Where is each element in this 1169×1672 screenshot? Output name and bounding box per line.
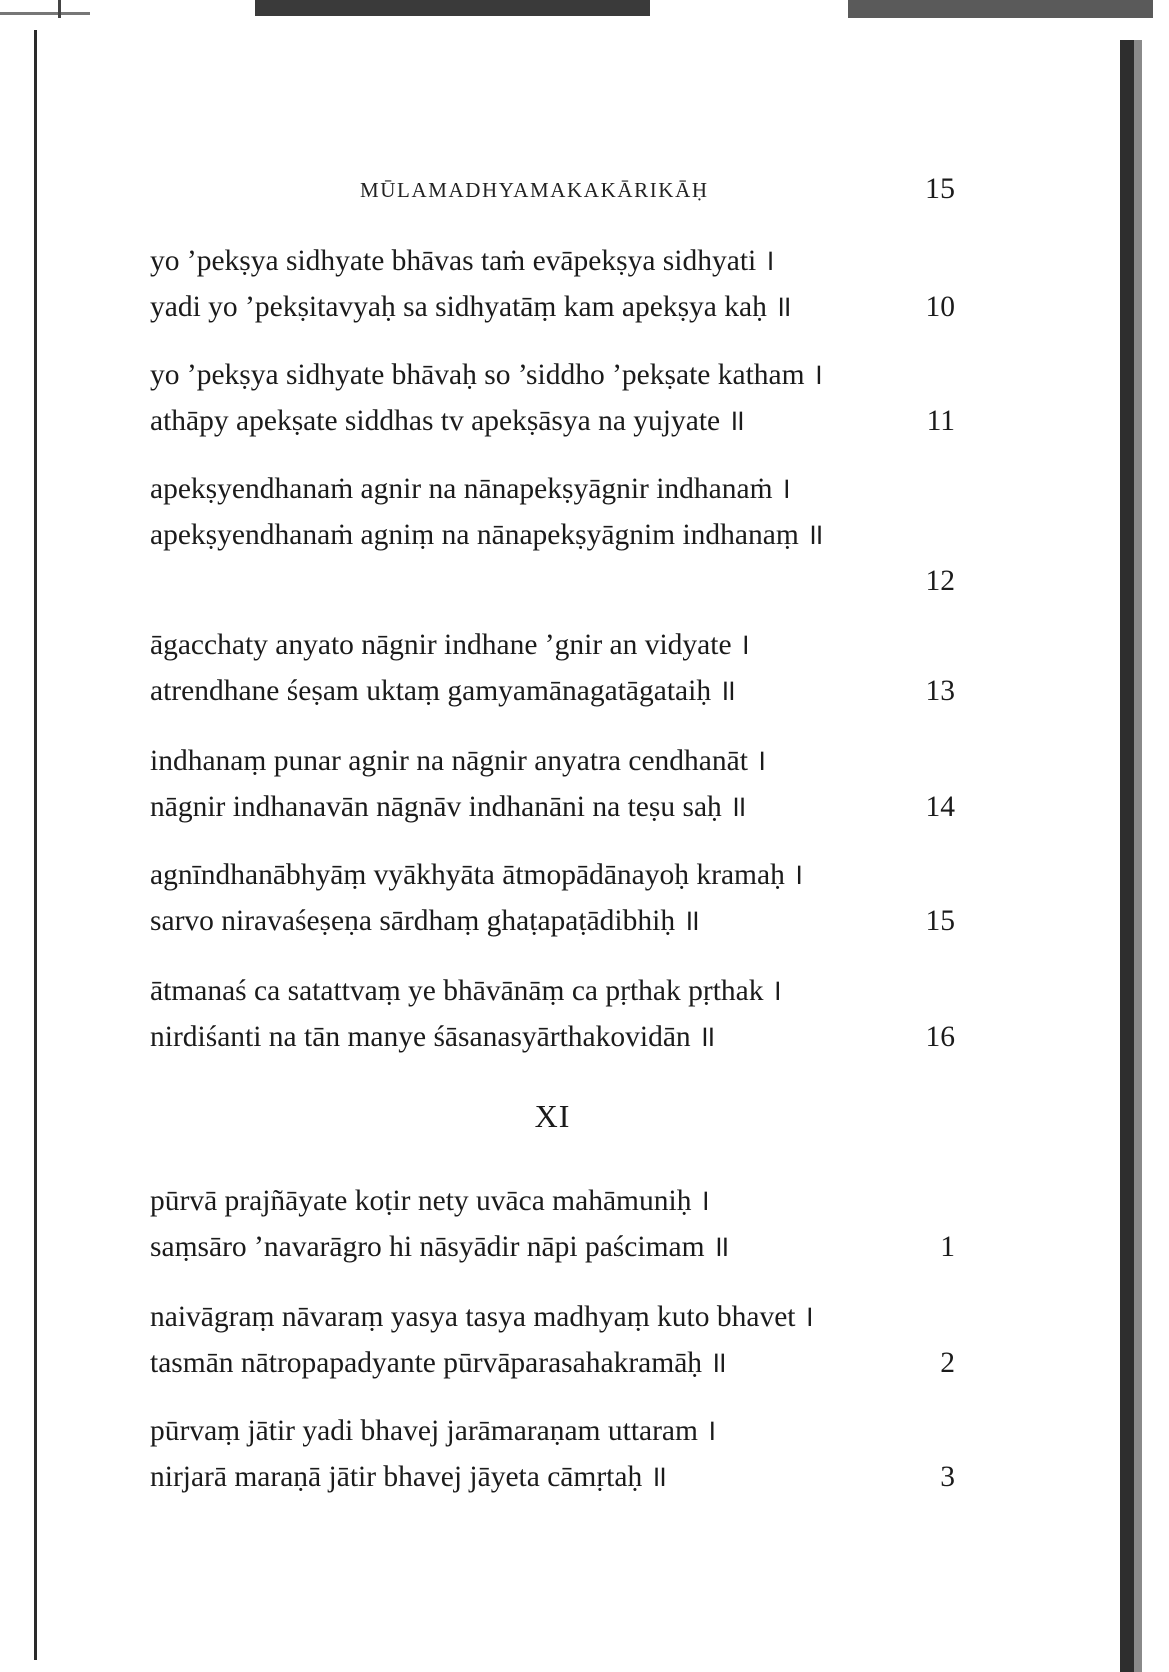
page-header [150, 172, 955, 212]
verse-number: 11 [926, 405, 955, 437]
verse-number: 3 [940, 1461, 955, 1493]
verse-line: athāpy apekṣate siddhas tv apekṣāsya na yujyate ॥ [150, 405, 746, 437]
verse-line: atrendhane śeṣam uktaṃ gamyamānagatāgataiḥ ॥ [150, 675, 737, 707]
page [150, 0, 955, 1672]
verse-line: nirjarā maraṇā jātir bhavej jāyeta cāmṛtaḥ ॥ [150, 1461, 668, 1493]
verse-number: 10 [925, 291, 955, 323]
verse-14 [150, 738, 955, 830]
verse-number: 13 [925, 675, 955, 707]
verse-number: 15 [925, 905, 955, 937]
verse-16 [150, 968, 955, 1060]
verse-number: 16 [925, 1021, 955, 1053]
verse-line: pūrvā prajñāyate koṭir nety uvāca mahāmuniḥ । [150, 1185, 710, 1217]
verse-number: 2 [940, 1347, 955, 1379]
page-number: 15 [925, 172, 955, 205]
verse-line: yo ’pekṣya sidhyate bhāvas taṁ evāpekṣya sidhyati । [150, 245, 775, 277]
verse-line: agnīndhanābhyāṃ vyākhyāta ātmopādānayoḥ kramaḥ । [150, 859, 804, 891]
verse-13 [150, 622, 955, 714]
verse-line: sarvo niravaśeṣeṇa sārdhaṃ ghaṭapaṭādibhiḥ ॥ [150, 905, 701, 937]
verse-line: ātmanaś ca satattvaṃ ye bhāvānāṃ ca pṛthak pṛthak । [150, 975, 783, 1007]
scan-right-edge [1112, 40, 1154, 1672]
verse-line: tasmān nātropapadyante pūrvāparasahakramāḥ ॥ [150, 1347, 728, 1379]
verse-xi-2 [150, 1294, 955, 1386]
verse-line: indhanaṃ punar agnir na nāgnir anyatra cendhanāt । [150, 745, 767, 777]
running-title: MŪLAMADHYAMAKAKĀRIKĀḤ [360, 178, 709, 202]
verse-11 [150, 352, 955, 444]
verse-line: apekṣyendhanaṁ agnir na nānapekṣyāgnir indhanaṁ । [150, 473, 792, 505]
verse-number: 14 [925, 791, 955, 823]
verse-line: yo ’pekṣya sidhyate bhāvaḥ so ’siddho ’pekṣate katham । [150, 359, 824, 391]
verse-15 [150, 852, 955, 944]
verse-line: nirdiśanti na tān manye śāsanasyārthakovidān ॥ [150, 1021, 716, 1053]
verse-number: 12 [925, 565, 955, 597]
verse-line: pūrvaṃ jātir yadi bhavej jarāmaraṇam uttaram । [150, 1415, 717, 1447]
scan-left-edge [34, 30, 37, 1660]
verse-xi-3 [150, 1408, 955, 1500]
verse-line: saṃsāro ’navarāgro hi nāsyādir nāpi paścimam ॥ [150, 1231, 730, 1263]
verse-line: naivāgraṃ nāvaraṃ yasya tasya madhyaṃ kuto bhavet । [150, 1301, 815, 1333]
verse-line: āgacchaty anyato nāgnir indhane ’gnir an vidyate । [150, 629, 751, 661]
verse-line: yadi yo ’pekṣitavyaḥ sa sidhyatāṃ kam apekṣya kaḥ ॥ [150, 291, 792, 323]
verse-line: nāgnir indhanavān nāgnāv indhanāni na teṣu saḥ ॥ [150, 791, 747, 823]
verse-10 [150, 238, 955, 330]
chapter-heading: XI [534, 1098, 571, 1134]
verse-12 [150, 466, 955, 604]
verse-number: 1 [940, 1231, 955, 1263]
verse-xi-1 [150, 1178, 955, 1270]
verse-line: apekṣyendhanaṁ agniṃ na nānapekṣyāgnim indhanaṃ ॥ [150, 519, 824, 551]
